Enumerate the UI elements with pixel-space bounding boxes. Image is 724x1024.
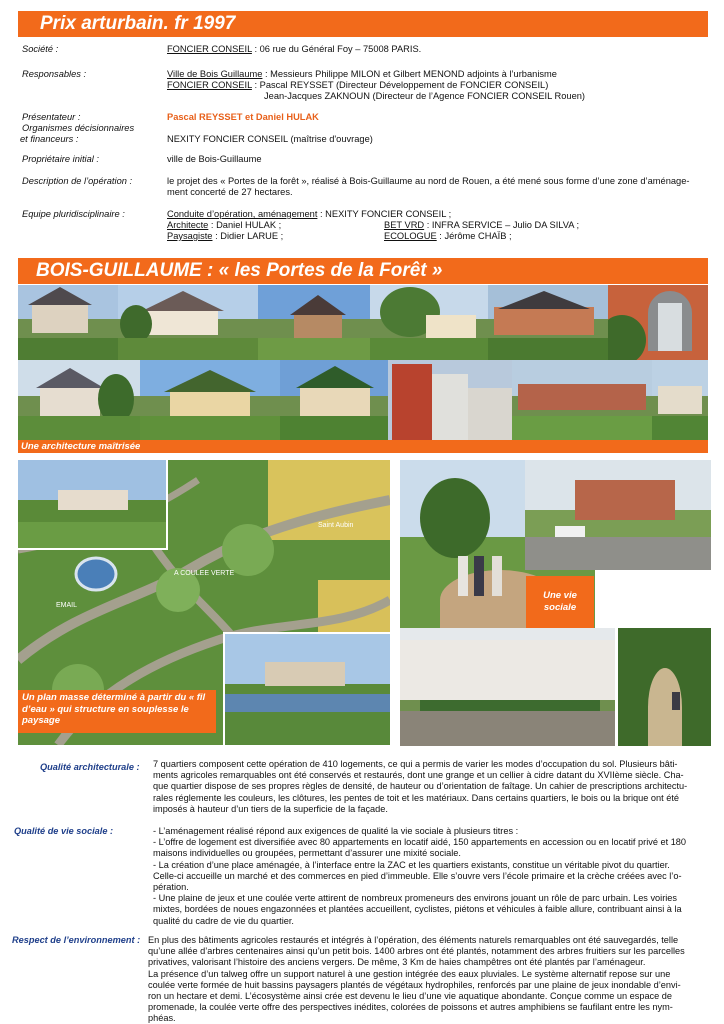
plan-inset-photo-1 xyxy=(18,460,168,550)
social-line: - La création d’une place aménagée, à l’interface entre la ZAC et les quartiers existants, constitue un véritable pivot du quartier. xyxy=(153,859,670,870)
arch-line: imposés à hauteur d’un tiers de la superficie de la façade. xyxy=(153,803,388,814)
env-line: privatives, valorisant l’histoire des anciens vergers. De même, 3 Km de haies champêtres ont été plantés par l’aménageur. xyxy=(148,957,646,968)
env-line: La présence d’un talweg offre un support naturel à une gestion intégrée des eaux pluviales. Le système alternatif repose sur une xyxy=(148,968,671,979)
social-line: - L’aménagement réalisé répond aux exigences de qualité la vie sociale à plusieurs titres : xyxy=(153,826,519,836)
page-title: Prix arturbain. fr 1997 xyxy=(18,11,708,37)
organismes-value: NEXITY FONCIER CONSEIL (maîtrise d'ouvrage) xyxy=(167,134,373,144)
responsables-rest-2: : Pascal REYSSET (Directeur Développement de FONCIER CONSEIL) xyxy=(251,80,549,90)
info-block xyxy=(22,44,712,249)
responsables-label: Responsables : xyxy=(22,69,87,79)
social-line: mixtes, bordées de noues engazonnées et plantées accueillent, cyclistes, piétons et véhicules à faible allure, contribuant ainsi à la xyxy=(153,904,682,915)
env-line: En plus des bâtiments agricoles restaurés et intégrés à l’opération, des éléments naturels remarquables ont été sauvegardés, telle xyxy=(148,935,679,945)
arch-line: rales réglemente les couleurs, les clôtures, les pentes de toit et les matériaux. Dans certains quartiers, le bois ou la brique ont été xyxy=(153,792,680,803)
label-qualite-vie-sociale: Qualité de vie sociale : xyxy=(14,826,114,836)
presentateur-label: Présentateur : xyxy=(22,112,81,122)
photo-houses-8 xyxy=(280,360,388,440)
photo-houses-2 xyxy=(118,285,258,360)
caption-plan-line-3: paysage xyxy=(22,715,61,726)
caption-plan-line-2: d’eau » qui structure en souplesse le xyxy=(22,703,189,715)
description-line-1: le projet des « Portes de la forêt », réalisé à Bois-Guillaume au nord de Rouen, a été mené sous forme d’une zone d’aménage- xyxy=(167,176,690,186)
conduite-link: Conduite d’opération, aménagement xyxy=(167,209,318,219)
social-line: maisons individuelles ou groupées, permettant d’assurer une mixité sociale. xyxy=(153,848,461,859)
equipe-line-1 xyxy=(167,209,712,221)
photo-houses-3 xyxy=(258,285,370,360)
photo-market-square xyxy=(400,628,615,746)
photo-houses-4 xyxy=(370,285,488,360)
ecologue-link: ECOLOGUE xyxy=(384,231,437,241)
env-line: promenade, la coulée verte offre des perspectives inédites, colorées de poissons et autres amphibiens se faufilant entre les nym- xyxy=(148,1002,673,1013)
ecologue-rest: : Jérôme CHAÏB ; xyxy=(436,231,512,241)
equipe-bet xyxy=(384,220,684,232)
photo-houses-10 xyxy=(652,360,708,440)
label-qualite-architecturale: Qualité architecturale : xyxy=(40,762,140,772)
responsables-line-2 xyxy=(167,80,712,92)
bet-rest: : INFRA SERVICE – Julio DA SILVA ; xyxy=(424,220,580,230)
arch-line: ments agricoles remarquables ont été conservés et restaurés, dont une grange et un cellier à cidre datant du XVIIème siècle. Cha- xyxy=(153,770,684,781)
photo-houses-6 xyxy=(18,360,140,440)
societe-label: Société : xyxy=(22,44,59,54)
project-title: BOIS-GUILLAUME : « les Portes de la Forêt » xyxy=(18,258,708,284)
caption-architecture: Une architecture maîtrisée xyxy=(18,440,708,453)
description-line-2: ment concerté de 27 hectares. xyxy=(167,187,293,197)
caption-plan-line-1: Un plan masse déterminé à partir du « fil xyxy=(22,692,206,703)
caption-vie-sociale-line-2: sociale xyxy=(543,601,577,613)
paysagiste-rest: : Didier LARUE ; xyxy=(212,231,284,241)
env-line: ron un hectare et demi. L’écosystème ainsi crée est devenu le lieu d’une vie aquatique abondante. Conçue comme un espace de xyxy=(148,991,673,1002)
caption-plan xyxy=(18,690,216,733)
proprietaire-value: ville de Bois-Guillaume xyxy=(167,154,262,164)
responsables-rest-1: : Messieurs Philippe MILON et Gilbert MENOND adjoints à l’urbanisme xyxy=(262,69,557,79)
photo-houses-1 xyxy=(18,285,118,360)
architecte-rest: : Daniel HULAK ; xyxy=(208,220,282,230)
photo-arch-building xyxy=(608,285,708,360)
responsables-link-2: FONCIER CONSEIL xyxy=(167,80,252,90)
env-line: phéas. xyxy=(148,1013,176,1024)
paysagiste-link: Paysagiste xyxy=(167,231,213,241)
plan-label-saint-aubin: Saint Aubin xyxy=(318,522,354,529)
description-label: Description de l’opération : xyxy=(22,176,133,186)
social-line: pération. xyxy=(153,882,189,893)
equipe-ecologue xyxy=(384,231,684,243)
photo-houses-5 xyxy=(488,285,608,360)
env-line: coulée verte formée de huit bassins paysagers plantés de végétaux hydrophiles, renforcés par une plaine de jeux inondable d’envi- xyxy=(148,979,681,990)
label-respect-environnement: Respect de l’environnement : xyxy=(12,935,141,945)
caption-vie-sociale xyxy=(526,576,594,628)
text-respect-environnement xyxy=(148,935,713,1024)
responsables-line-1 xyxy=(167,69,712,81)
architecte-link: Architecte xyxy=(167,220,209,230)
arch-line: que quartier dispose de ses propres règles de densité, de hauteur ou d’orientation de faîtage. Un cahier de prescriptions architectu- xyxy=(153,781,688,792)
photo-houses-9 xyxy=(512,360,652,440)
photo-apartments xyxy=(388,360,512,440)
organismes-label-1: Organismes décisionnaires xyxy=(22,123,135,133)
bet-link: BET VRD xyxy=(384,220,425,230)
proprietaire-label: Propriétaire initial : xyxy=(22,154,99,164)
plan-label-email: EMAIL xyxy=(56,602,78,609)
photo-houses-7 xyxy=(140,360,280,440)
photo-path-cyclist xyxy=(618,628,711,746)
societe-link: FONCIER CONSEIL xyxy=(167,44,252,54)
social-line: Celle-ci accueille un marché et des commerces en pied d’immeuble. Elle s’ouvre vers l’école primaire et la crèche créées avec l’o- xyxy=(153,870,682,881)
arch-line: 7 quartiers composent cette opération de 410 logements, ce qui a permis de varier les modes d’occupation du sol. Plusieurs bâti- xyxy=(153,759,678,769)
social-line: - L’offre de logement est diversifiée avec 80 appartements en locatif aidé, 150 appartements en accession ou en locatif privé et 180 xyxy=(153,837,687,848)
social-line: - Une plaine de jeux et une coulée verte attirent de nombreux promeneurs des environs jouant un rôle de parc urbain. Les voiries xyxy=(153,893,677,904)
env-line: qu’une allée d’arbres centenaires ainsi qu’un petit bois. 1400 arbres ont été plantés, notamment des arbres fruitiers sur les parcelles xyxy=(148,946,685,957)
text-qualite-vie-sociale xyxy=(153,826,713,927)
organismes-label-2: et financeurs : xyxy=(20,134,79,144)
presentateur-value: Pascal REYSSET et Daniel HULAK xyxy=(167,112,319,122)
photo-street xyxy=(525,460,711,570)
responsables-line-3: Jean-Jacques ZAKNOUN (Directeur de l’Agence FONCIER CONSEIL Rouen) xyxy=(264,91,586,101)
societe-rest: : 06 rue du Général Foy – 75008 PARIS. xyxy=(251,44,422,54)
plan-inset-photo-2 xyxy=(223,632,390,745)
conduite-rest: : NEXITY FONCIER CONSEIL ; xyxy=(317,209,452,219)
responsables-link-1: Ville de Bois Guillaume xyxy=(167,69,263,79)
social-line: qualité du cadre de vie du quartier. xyxy=(153,915,294,926)
equipe-label: Equipe pluridisciplinaire : xyxy=(22,209,125,219)
societe-value xyxy=(167,44,712,56)
text-qualite-architecturale xyxy=(153,759,713,815)
caption-vie-sociale-line-1: Une vie xyxy=(543,590,577,601)
plan-label-coulee-verte: A COULEE VERTE xyxy=(174,570,235,577)
